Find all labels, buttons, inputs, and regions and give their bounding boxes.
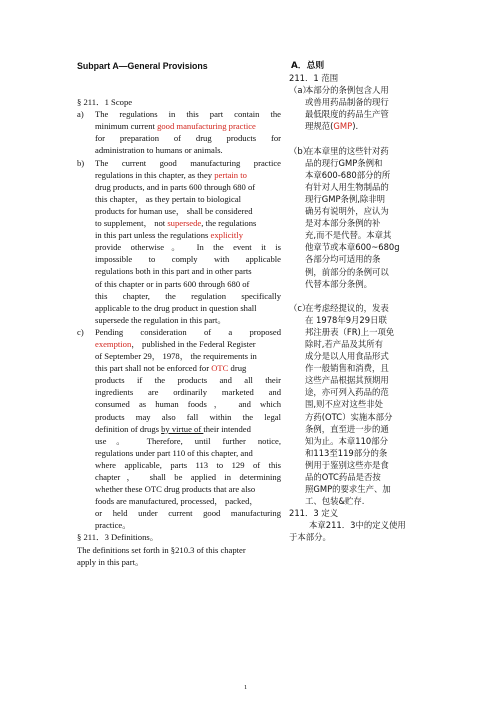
chinese-general-heading: A．总则 bbox=[291, 61, 325, 71]
clause-b-label-zh: （b） bbox=[289, 145, 312, 156]
text-line: regulations both in this part and in other parts bbox=[95, 266, 252, 277]
text-line: products for human use， shall be considered bbox=[95, 205, 253, 216]
text-line: definition of drugs by virtue of their intended bbox=[95, 423, 251, 434]
section-211-1-title: § 211．1 Scope bbox=[77, 97, 133, 108]
text-line: 现行GMP条例,除非明 bbox=[305, 193, 386, 204]
clause-a-label: a) bbox=[77, 109, 84, 120]
text-line: this chapter, the regulation specifically bbox=[95, 290, 281, 301]
text-line: 是对本部分条例的补 bbox=[305, 218, 381, 229]
clause-c bbox=[77, 326, 281, 532]
text-line: minimum current good manufacturing practice bbox=[95, 121, 256, 132]
text-line: consumed as human foods， and which bbox=[95, 399, 281, 410]
text-line: this chapter， as they pertain to biological bbox=[95, 193, 242, 204]
section-211-1-title-zh: 211．1 范围 bbox=[289, 73, 339, 84]
underlined-text: by virtue of bbox=[161, 423, 204, 434]
text-line: drug products, and in parts 600 through 680 of bbox=[95, 181, 256, 192]
text-line: 工、包装&贮存. bbox=[305, 496, 365, 507]
text-line: where applicable, parts 113 to 129 of this bbox=[95, 459, 281, 470]
clause-c-label: c) bbox=[77, 326, 84, 337]
text-line: 除时,若产品及其所有 bbox=[305, 338, 384, 349]
text-line: ingredients are ordinarily marketed and bbox=[95, 387, 281, 398]
text-line: 在 1978年9月29日联 bbox=[305, 314, 387, 325]
text-line: 充,而不是代替。本章其 bbox=[305, 230, 392, 241]
text-line: whether these OTC drug products that are also bbox=[95, 484, 256, 495]
text-line: 作一般销售和消费，且 bbox=[305, 363, 389, 374]
text-line: provide otherwise。 In the event it is bbox=[95, 242, 281, 253]
clause-b bbox=[77, 157, 281, 326]
text-line: 理规范(GMP). bbox=[305, 121, 359, 132]
highlight-text: supersede bbox=[167, 218, 202, 229]
text-line: or held under current good manufacturing bbox=[95, 508, 281, 519]
highlight-text: explicitly bbox=[210, 230, 243, 241]
text-line: 和113至119部分的条 bbox=[305, 447, 388, 458]
text-line: 品的OTC药品是否按 bbox=[305, 472, 381, 482]
clause-b-label: b) bbox=[77, 157, 85, 168]
text-line: for preparation of drug products for bbox=[95, 133, 281, 144]
text-line: regulations under part 110 of this chapter, and bbox=[95, 447, 253, 458]
text-line: of this chapter or in parts 600 through 680 of bbox=[95, 278, 250, 289]
text-line: 本部分的条例包含人用 bbox=[305, 85, 389, 96]
text-line: 这些产品根据其预期用 bbox=[305, 375, 389, 386]
english-column bbox=[77, 60, 281, 568]
text-line: in this part unless the regulations explicitly bbox=[95, 230, 243, 241]
text-line: this part shall not be enforced for OTC drug bbox=[95, 363, 247, 374]
text-line: 方药(OTC）实施本部分 bbox=[305, 411, 393, 422]
text-line: products if the products and all their bbox=[95, 375, 281, 386]
english-subpart-heading: Subpart A—General Provisions bbox=[77, 61, 208, 71]
text-line: 例，前部分的条例可以 bbox=[305, 266, 389, 277]
highlight-text: exemption bbox=[95, 338, 132, 349]
text-line: 本章211．3中的定义使用 bbox=[309, 520, 406, 531]
text-line: 成分是以人用食品形式 bbox=[305, 351, 389, 362]
clause-c-label-zh: （c） bbox=[289, 302, 311, 313]
text-line: apply in this part。 bbox=[77, 556, 144, 567]
text-line: Pending consideration of a proposed bbox=[95, 326, 281, 337]
highlight-text: GMP bbox=[333, 121, 353, 132]
text-line: administration to humans or animals. bbox=[95, 145, 223, 156]
text-line: 照GMP的要求生产、加 bbox=[305, 484, 391, 495]
text-line: use。 Therefore, until further notice, bbox=[95, 435, 281, 446]
text-line: 或兽用药品制备的现行 bbox=[305, 97, 389, 108]
text-line: 邦注册表（FR)上一项免 bbox=[305, 326, 395, 337]
highlight-text: OTC bbox=[211, 363, 229, 374]
text-line: The current good manufacturing practice bbox=[95, 157, 281, 168]
text-line: 他章节或本章600~680g bbox=[305, 242, 400, 253]
text-line: products may also fall within the legal bbox=[95, 411, 281, 422]
text-line: to supplement， not supersede, the regulations bbox=[95, 218, 257, 229]
text-line: 于本部分。 bbox=[289, 532, 331, 543]
clause-a bbox=[77, 108, 281, 156]
text-line: 最低限度的药品生产管 bbox=[305, 109, 389, 120]
text-line: The definitions set forth in §210.3 of this chapter bbox=[77, 544, 246, 555]
text-line: chapter， shall be applied in determining bbox=[95, 472, 281, 482]
text-line: 代替本部分条例。 bbox=[305, 278, 372, 289]
chinese-column bbox=[289, 60, 434, 544]
text-line: 各部分均可适用的条 bbox=[305, 254, 381, 265]
text-line: 确另有说明外，应认为 bbox=[305, 206, 389, 217]
text-line: 有针对人用生物制品的 bbox=[305, 181, 389, 192]
highlight-text: pertain to bbox=[214, 169, 247, 180]
section-211-3-title-zh: 211．3 定义 bbox=[289, 508, 339, 519]
text-line: impossible to comply with applicable bbox=[95, 254, 281, 265]
clause-a-label-zh: （a） bbox=[289, 85, 311, 96]
text-line: 本章600-680部分的所 bbox=[305, 169, 391, 180]
text-line: 在考虑经提议的，发表 bbox=[305, 302, 389, 313]
text-line: applicable to the drug product in question shall bbox=[95, 302, 257, 313]
text-line: of September 29， 1978， the requirements in bbox=[95, 351, 257, 362]
text-line: 例用于鉴别这些亦是食 bbox=[305, 459, 389, 470]
text-line: The regulations in this part contain the bbox=[95, 109, 281, 120]
clause-b-zh bbox=[289, 145, 434, 290]
text-line: regulations in this chapter, as they pertain to bbox=[95, 169, 247, 180]
text-line: 围,则不应对这些非处 bbox=[305, 399, 384, 410]
page-number: 1 bbox=[244, 684, 248, 691]
text-line: 条例，直至进一步的通 bbox=[305, 423, 389, 434]
highlight-text: good manufacturing practice bbox=[157, 121, 256, 132]
clause-a-zh bbox=[289, 84, 434, 132]
text-line: supersede the regulation in this part。 bbox=[95, 314, 227, 325]
text-line: 途，亦可列入药品的范 bbox=[305, 387, 389, 398]
text-line: exemption， published in the Federal Register bbox=[95, 338, 256, 349]
section-211-3-title: § 211．3 Definitions。 bbox=[77, 532, 159, 543]
text-line: practice。 bbox=[95, 520, 131, 531]
text-line: 知为止。本章110部分 bbox=[305, 435, 388, 446]
text-line: 在本章里的这些针对药 bbox=[305, 145, 389, 156]
clause-c-zh bbox=[289, 302, 434, 508]
text-line: foods are manufactured, processed， packed， bbox=[95, 496, 258, 507]
text-line: 品的现行GMP条例和 bbox=[305, 157, 383, 168]
